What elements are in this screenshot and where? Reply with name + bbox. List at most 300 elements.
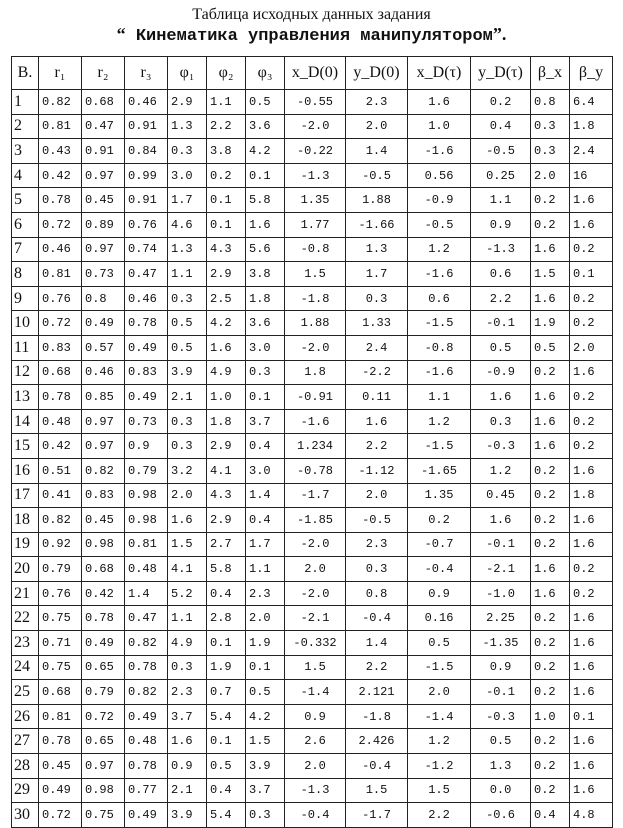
table-cell: 0.68 <box>82 90 125 115</box>
table-row <box>12 212 613 237</box>
table-cell: 1.8 <box>570 483 613 508</box>
table-cell: 0.47 <box>82 114 125 139</box>
table-cell: 0.47 <box>125 262 168 287</box>
table-cell: 0.3 <box>168 139 207 164</box>
column-header: φ₁ <box>168 57 207 90</box>
variant-number: 14 <box>12 409 39 434</box>
table-cell: 0.2 <box>531 508 570 533</box>
table-cell: 0.5 <box>207 754 246 779</box>
table-cell: 0.4 <box>246 434 285 459</box>
table-cell: -1.7 <box>346 803 408 828</box>
table-row <box>12 631 613 656</box>
column-header: r₃ <box>125 57 168 90</box>
table-cell: 0.2 <box>531 655 570 680</box>
source-data-table <box>11 56 613 828</box>
table-row <box>12 90 613 115</box>
table-row <box>12 655 613 680</box>
table-cell: 0.1 <box>207 188 246 213</box>
table-cell: 4.2 <box>246 139 285 164</box>
table-cell: 1.6 <box>531 409 570 434</box>
table-cell: 0.45 <box>39 754 82 779</box>
table-cell: 0.65 <box>82 729 125 754</box>
table-cell: 0.76 <box>125 212 168 237</box>
table-cell: -0.8 <box>285 237 346 262</box>
table-cell: -2.0 <box>285 114 346 139</box>
table-cell: 0.73 <box>125 409 168 434</box>
table-cell: 0.2 <box>531 212 570 237</box>
task-title <box>0 24 623 46</box>
table-row <box>12 163 613 188</box>
table-cell: -0.5 <box>471 139 531 164</box>
table-cell: 1.6 <box>570 458 613 483</box>
table-row <box>12 704 613 729</box>
table-cell: -1.65 <box>408 458 471 483</box>
table-cell: 1.9 <box>531 311 570 336</box>
table-cell: 0.78 <box>125 655 168 680</box>
table-cell: 0.85 <box>82 385 125 410</box>
table-cell: 0.97 <box>82 434 125 459</box>
table-cell: 0.46 <box>82 360 125 385</box>
table-cell: 0.43 <box>39 139 82 164</box>
table-cell: -1.5 <box>408 434 471 459</box>
table-cell: -1.0 <box>471 581 531 606</box>
table-cell: 0.92 <box>39 532 82 557</box>
table-cell: 0.75 <box>39 655 82 680</box>
table-cell: 2.0 <box>168 483 207 508</box>
table-row <box>12 606 613 631</box>
table-cell: 1.2 <box>408 729 471 754</box>
table-cell: 0.45 <box>82 188 125 213</box>
table-cell: 0.1 <box>207 631 246 656</box>
table-cell: -0.3 <box>471 704 531 729</box>
table-cell: -1.7 <box>285 483 346 508</box>
table-cell: 1.9 <box>246 631 285 656</box>
table-row <box>12 778 613 803</box>
table-cell: 0.98 <box>125 508 168 533</box>
variant-number: 28 <box>12 754 39 779</box>
table-cell: 1.6 <box>570 778 613 803</box>
table-cell: 0.49 <box>82 631 125 656</box>
table-cell: 3.9 <box>168 803 207 828</box>
table-cell: 2.3 <box>346 532 408 557</box>
table-cell: 0.9 <box>168 754 207 779</box>
table-cell: 1.3 <box>168 237 207 262</box>
table-cell: 0.46 <box>39 237 82 262</box>
table-cell: 0.41 <box>39 483 82 508</box>
table-cell: 0.1 <box>570 262 613 287</box>
table-cell: 1.33 <box>346 311 408 336</box>
variant-number: 26 <box>12 704 39 729</box>
table-cell: 1.5 <box>531 262 570 287</box>
table-cell: 0.77 <box>125 778 168 803</box>
table-cell: 3.7 <box>168 704 207 729</box>
table-cell: 0.84 <box>125 139 168 164</box>
table-cell: 2.121 <box>346 680 408 705</box>
table-cell: 2.0 <box>531 163 570 188</box>
table-cell: 0.9 <box>471 212 531 237</box>
table-cell: -0.5 <box>346 508 408 533</box>
table-cell: 5.6 <box>246 237 285 262</box>
variant-number: 20 <box>12 557 39 582</box>
table-cell: 0.8 <box>82 286 125 311</box>
column-header: y_D(0) <box>346 57 408 90</box>
table-cell: 2.9 <box>168 90 207 115</box>
table-cell: 0.2 <box>531 532 570 557</box>
table-cell: 0.81 <box>39 704 82 729</box>
table-cell: 0.82 <box>39 90 82 115</box>
table-row <box>12 729 613 754</box>
table-cell: 1.35 <box>285 188 346 213</box>
variant-number: 5 <box>12 188 39 213</box>
table-cell: 1.6 <box>531 557 570 582</box>
table-cell: 0.3 <box>471 409 531 434</box>
table-cell: -1.4 <box>285 680 346 705</box>
variant-number: 10 <box>12 311 39 336</box>
table-cell: -1.4 <box>408 704 471 729</box>
table-cell: 0.46 <box>125 286 168 311</box>
table-cell: 2.2 <box>207 114 246 139</box>
table-row <box>12 360 613 385</box>
table-cell: 0.2 <box>531 778 570 803</box>
table-cell: 0.4 <box>471 114 531 139</box>
table-cell: 0.47 <box>125 606 168 631</box>
table-cell: -0.332 <box>285 631 346 656</box>
table-cell: 0.48 <box>125 557 168 582</box>
table-cell: 0.89 <box>82 212 125 237</box>
table-cell: 0.49 <box>125 704 168 729</box>
table-cell: 2.9 <box>207 262 246 287</box>
table-cell: 0.3 <box>346 286 408 311</box>
table-cell: 0.2 <box>408 508 471 533</box>
table-cell: 1.8 <box>285 360 346 385</box>
column-header: φ₃ <box>246 57 285 90</box>
table-cell: 0.5 <box>408 631 471 656</box>
column-header: β_x <box>531 57 570 90</box>
table-cell: 4.8 <box>570 803 613 828</box>
table-cell: 1.88 <box>346 188 408 213</box>
table-cell: 1.2 <box>471 458 531 483</box>
variant-number: 24 <box>12 655 39 680</box>
table-cell: 4.2 <box>246 704 285 729</box>
table-cell: 1.3 <box>168 114 207 139</box>
table-cell: 2.2 <box>346 655 408 680</box>
table-cell: 1.6 <box>570 729 613 754</box>
table-cell: -2.0 <box>285 335 346 360</box>
table-row <box>12 803 613 828</box>
table-cell: 0.74 <box>125 237 168 262</box>
table-cell: 0.97 <box>82 754 125 779</box>
table-cell: 0.72 <box>39 212 82 237</box>
table-cell: 0.25 <box>471 163 531 188</box>
table-cell: -1.3 <box>285 778 346 803</box>
table-cell: 0.79 <box>82 680 125 705</box>
table-cell: 5.4 <box>207 803 246 828</box>
table-cell: 1.6 <box>531 237 570 262</box>
table-cell: 1.5 <box>408 778 471 803</box>
table-cell: 0.76 <box>39 286 82 311</box>
column-header: В. <box>12 57 39 90</box>
table-cell: 2.1 <box>168 778 207 803</box>
table-cell: 0.4 <box>207 581 246 606</box>
column-header: x_D(τ) <box>408 57 471 90</box>
table-cell: 0.5 <box>246 680 285 705</box>
table-cell: -0.4 <box>408 557 471 582</box>
table-cell: 2.0 <box>285 754 346 779</box>
table-cell: 3.7 <box>246 778 285 803</box>
variant-number: 25 <box>12 680 39 705</box>
table-cell: 0.9 <box>408 581 471 606</box>
table-cell: 0.48 <box>39 409 82 434</box>
table-cell: 0.16 <box>408 606 471 631</box>
table-cell: 0.82 <box>82 458 125 483</box>
table-cell: 2.1 <box>168 385 207 410</box>
table-cell: 2.2 <box>346 434 408 459</box>
table-cell: 0.2 <box>570 286 613 311</box>
table-cell: 1.5 <box>285 655 346 680</box>
table-cell: -1.12 <box>346 458 408 483</box>
table-cell: 1.1 <box>168 262 207 287</box>
table-cell: 4.2 <box>207 311 246 336</box>
table-row <box>12 188 613 213</box>
table-cell: 1.6 <box>570 532 613 557</box>
table-row <box>12 286 613 311</box>
table-cell: 0.3 <box>246 803 285 828</box>
table-cell: 0.3 <box>168 655 207 680</box>
table-cell: 0.78 <box>125 754 168 779</box>
table-cell: -2.0 <box>285 581 346 606</box>
variant-number: 9 <box>12 286 39 311</box>
table-cell: 1.5 <box>346 778 408 803</box>
table-row <box>12 754 613 779</box>
variant-number: 7 <box>12 237 39 262</box>
table-cell: 0.3 <box>531 139 570 164</box>
table-cell: 0.5 <box>531 335 570 360</box>
table-cell: 0.65 <box>82 655 125 680</box>
table-row <box>12 532 613 557</box>
table-cell: 0.2 <box>531 483 570 508</box>
table-cell: -1.6 <box>408 262 471 287</box>
table-row <box>12 262 613 287</box>
table-cell: 1.6 <box>408 90 471 115</box>
table-cell: 4.9 <box>207 360 246 385</box>
table-row <box>12 434 613 459</box>
table-cell: 0.73 <box>82 262 125 287</box>
table-cell: 0.4 <box>531 803 570 828</box>
table-row <box>12 581 613 606</box>
table-cell: -2.2 <box>346 360 408 385</box>
table-cell: 2.4 <box>346 335 408 360</box>
table-cell: 1.6 <box>168 729 207 754</box>
table-cell: 0.8 <box>531 90 570 115</box>
variant-number: 16 <box>12 458 39 483</box>
column-header: y_D(τ) <box>471 57 531 90</box>
column-header: r₂ <box>82 57 125 90</box>
table-cell: 0.72 <box>39 311 82 336</box>
table-cell: 4.3 <box>207 237 246 262</box>
table-cell: 0.42 <box>82 581 125 606</box>
table-cell: 2.0 <box>408 680 471 705</box>
table-cell: 3.9 <box>168 360 207 385</box>
table-cell: 1.8 <box>207 409 246 434</box>
table-cell: 0.49 <box>125 335 168 360</box>
table-cell: 0.2 <box>570 557 613 582</box>
table-cell: -0.1 <box>471 680 531 705</box>
table-cell: 4.1 <box>207 458 246 483</box>
table-cell: 0.3 <box>168 286 207 311</box>
variant-number: 17 <box>12 483 39 508</box>
table-cell: 0.78 <box>125 311 168 336</box>
table-cell: 0.1 <box>207 729 246 754</box>
table-cell: 1.77 <box>285 212 346 237</box>
table-cell: 3.7 <box>246 409 285 434</box>
table-row <box>12 557 613 582</box>
table-cell: 3.0 <box>246 335 285 360</box>
table-cell: 0.78 <box>39 188 82 213</box>
table-cell: 2.9 <box>207 434 246 459</box>
table-cell: -2.1 <box>285 606 346 631</box>
table-cell: 3.8 <box>246 262 285 287</box>
table-cell: 0.51 <box>39 458 82 483</box>
table-cell: 1.6 <box>570 680 613 705</box>
table-cell: 0.2 <box>531 754 570 779</box>
table-cell: 1.4 <box>246 483 285 508</box>
variant-number: 18 <box>12 508 39 533</box>
table-row <box>12 114 613 139</box>
table-cell: 0.2 <box>570 581 613 606</box>
table-cell: 1.6 <box>531 286 570 311</box>
table-cell: 1.6 <box>570 655 613 680</box>
table-cell: 1.0 <box>207 385 246 410</box>
table-cell: 2.5 <box>207 286 246 311</box>
table-cell: 0.98 <box>82 532 125 557</box>
table-cell: 2.3 <box>168 680 207 705</box>
table-cell: 0.4 <box>246 508 285 533</box>
table-cell: 0.2 <box>531 188 570 213</box>
table-cell: 1.5 <box>168 532 207 557</box>
table-cell: 2.2 <box>408 803 471 828</box>
table-cell: 0.2 <box>207 163 246 188</box>
table-cell: 0.71 <box>39 631 82 656</box>
table-cell: 0.99 <box>125 163 168 188</box>
table-cell: 3.8 <box>207 139 246 164</box>
table-cell: 0.2 <box>570 409 613 434</box>
table-cell: 2.9 <box>207 508 246 533</box>
table-cell: 2.4 <box>570 139 613 164</box>
table-cell: 0.3 <box>246 360 285 385</box>
table-cell: 0.91 <box>82 139 125 164</box>
table-cell: 0.3 <box>531 114 570 139</box>
table-cell: 6.4 <box>570 90 613 115</box>
table-cell: 1.1 <box>408 385 471 410</box>
table-cell: -0.9 <box>471 360 531 385</box>
table-cell: 0.42 <box>39 434 82 459</box>
table-cell: 0.2 <box>570 385 613 410</box>
table-cell: 0.79 <box>39 557 82 582</box>
table-cell: 0.82 <box>125 680 168 705</box>
table-cell: 1.88 <box>285 311 346 336</box>
table-cell: 0.2 <box>531 729 570 754</box>
table-cell: -1.6 <box>408 139 471 164</box>
table-cell: 3.2 <box>168 458 207 483</box>
table-cell: 0.82 <box>39 508 82 533</box>
table-cell: 5.8 <box>246 188 285 213</box>
quote-open: “ <box>116 24 126 44</box>
table-cell: -1.6 <box>285 409 346 434</box>
table-cell: 2.0 <box>285 557 346 582</box>
table-row <box>12 385 613 410</box>
table-cell: 0.1 <box>246 385 285 410</box>
table-cell: -0.5 <box>408 212 471 237</box>
table-cell: 1.6 <box>168 508 207 533</box>
table-row <box>12 311 613 336</box>
table-cell: 0.91 <box>125 114 168 139</box>
column-header: x_D(0) <box>285 57 346 90</box>
table-cell: 0.75 <box>39 606 82 631</box>
table-cell: 0.68 <box>82 557 125 582</box>
table-cell: 1.3 <box>471 754 531 779</box>
table-cell: 0.72 <box>82 704 125 729</box>
table-cell: 1.1 <box>168 606 207 631</box>
table-cell: 0.3 <box>346 557 408 582</box>
table-cell: -0.7 <box>408 532 471 557</box>
table-cell: -1.3 <box>285 163 346 188</box>
variant-number: 30 <box>12 803 39 828</box>
table-cell: 1.5 <box>246 729 285 754</box>
table-cell: 0.78 <box>39 385 82 410</box>
table-cell: 1.4 <box>346 139 408 164</box>
table-cell: -0.22 <box>285 139 346 164</box>
table-cell: -1.85 <box>285 508 346 533</box>
table-cell: 0.5 <box>471 335 531 360</box>
table-cell: 0.0 <box>471 778 531 803</box>
table-cell: 0.49 <box>125 803 168 828</box>
table-cell: 2.426 <box>346 729 408 754</box>
table-cell: 1.6 <box>471 385 531 410</box>
table-cell: -0.6 <box>471 803 531 828</box>
table-cell: 1.2 <box>408 237 471 262</box>
table-cell: 1.8 <box>570 114 613 139</box>
table-cell: 0.2 <box>531 360 570 385</box>
table-cell: 1.6 <box>570 754 613 779</box>
table-cell: 0.81 <box>39 262 82 287</box>
table-cell: 2.8 <box>207 606 246 631</box>
table-cell: -0.4 <box>285 803 346 828</box>
table-body <box>12 90 613 828</box>
variant-number: 12 <box>12 360 39 385</box>
table-cell: 1.6 <box>570 508 613 533</box>
table-cell: 0.1 <box>570 704 613 729</box>
table-cell: 0.83 <box>39 335 82 360</box>
table-cell: 0.68 <box>39 360 82 385</box>
variant-number: 3 <box>12 139 39 164</box>
variant-number: 22 <box>12 606 39 631</box>
column-header: φ₂ <box>207 57 246 90</box>
table-cell: 1.1 <box>246 557 285 582</box>
table-cell: 2.7 <box>207 532 246 557</box>
table-cell: -0.3 <box>471 434 531 459</box>
table-cell: 3.6 <box>246 311 285 336</box>
table-cell: 0.2 <box>570 434 613 459</box>
variant-number: 23 <box>12 631 39 656</box>
table-cell: 4.3 <box>207 483 246 508</box>
table-cell: -0.78 <box>285 458 346 483</box>
table-cell: 1.35 <box>408 483 471 508</box>
table-cell: 0.1 <box>246 655 285 680</box>
table-cell: -1.35 <box>471 631 531 656</box>
table-cell: -0.4 <box>346 754 408 779</box>
table-cell: 1.9 <box>207 655 246 680</box>
table-cell: 1.6 <box>531 385 570 410</box>
